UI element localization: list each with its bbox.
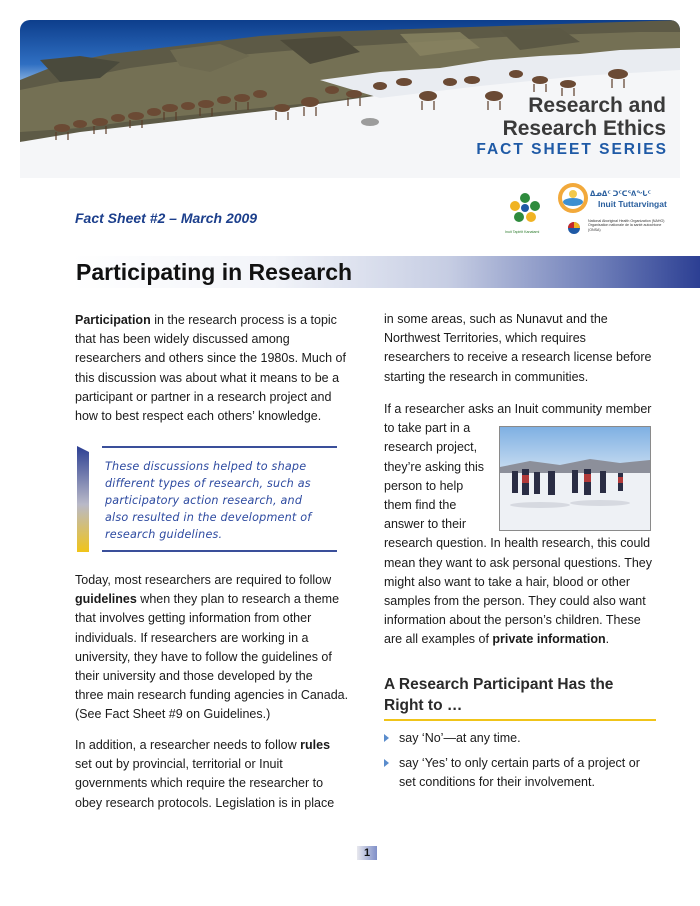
text-line: research question. In health research, this could — [384, 536, 651, 551]
text-line: are all examples of — [384, 632, 493, 647]
text-line: answer to their — [384, 517, 466, 532]
itk-logo — [510, 193, 540, 222]
text-line: their university and those developed by the — [75, 669, 313, 684]
bullet-arrow-icon — [384, 759, 389, 767]
text-punctuation: . — [605, 632, 610, 647]
text-line: them find the — [384, 498, 457, 513]
text-line: If a researcher asks an Inuit community member — [384, 402, 652, 416]
text-line: three main research funding agencies in Canada. — [75, 688, 349, 703]
text-line: (See Fact Sheet #9 on Guidelines.) — [75, 707, 271, 722]
text-line: in some areas, such as Nunavut and the — [384, 312, 608, 326]
list-item — [384, 729, 659, 749]
series-title-line2: Research Ethics — [502, 117, 666, 140]
text-line: obey research protocols. Legislation is in place — [75, 795, 335, 810]
paragraph-participation — [75, 311, 365, 426]
text-line: set conditions for their involvement. — [399, 775, 595, 789]
bullet-text — [399, 754, 659, 792]
bullet-text: say ‘No’—at any time. — [399, 731, 521, 745]
pull-quote-rule-bottom — [102, 550, 337, 552]
text-line: researchers to receive a research license before — [384, 350, 652, 365]
text-line: governments which require the researcher to — [75, 776, 324, 791]
term-participation: Participation — [75, 313, 151, 327]
text-line: this discussion was about what it means to be a — [75, 370, 340, 385]
term-private-information: private information — [492, 632, 606, 647]
text-line: say ‘Yes’ to only certain parts of a project or — [399, 756, 640, 770]
text-line: person to help — [384, 478, 464, 493]
text-line: In addition, a researcher needs to follow — [75, 738, 301, 752]
pull-quote-text — [105, 458, 335, 543]
page-title-bar — [72, 256, 700, 288]
pull-quote-accent — [77, 446, 89, 552]
series-title-line1: Research and — [528, 94, 666, 117]
pull-quote-rule-top — [102, 446, 337, 448]
term-guidelines: guidelines — [75, 592, 137, 607]
pull-quote — [77, 446, 337, 552]
text-line: research project, — [384, 440, 478, 455]
quote-line: different types of research, such as — [105, 477, 311, 490]
logo-itk-text: Inuit Tapiriit Kanatami — [505, 230, 540, 234]
page-number: 1 — [357, 846, 377, 860]
paragraph-license — [384, 310, 674, 387]
logo-naho-text: National Aboriginal Health Organization (NAHO) Organisation nationale de la santé autochtone (ONSA) — [588, 219, 665, 232]
text-line: individuals. If researchers are working in a — [75, 630, 309, 645]
heading-line: A Research Participant Has the — [384, 676, 614, 693]
logo-syllabics: ᐃᓄᐃᑦ ᑐᑦᑕᕐᕕᖓᑦ — [590, 191, 651, 198]
text-line: in the research process is a topic — [150, 313, 337, 327]
term-rules: rules — [300, 738, 331, 752]
text-line: might also want to take a hair, blood or other — [384, 574, 630, 589]
naho-logo — [568, 222, 580, 234]
quote-line: participatory action research, and — [105, 494, 303, 507]
text-line: to take part in a — [384, 421, 471, 436]
list-item — [384, 754, 659, 794]
text-line: mean they want to ask personal questions. They — [384, 555, 652, 570]
text-line: participant or partner in a research project and — [75, 389, 332, 404]
text-line: information about the person’s children. These — [384, 613, 641, 628]
bullet-arrow-icon — [384, 734, 389, 742]
text-line: researchers and others since the 1980s. Much of — [75, 351, 346, 366]
quote-line: research guidelines. — [105, 528, 223, 541]
heading-line: Right to … — [384, 697, 463, 714]
text-line: set out by provincial, territorial or Inuit — [75, 757, 283, 772]
text-line: Northwest Territories, which requires — [384, 331, 586, 346]
text-line: university, they have to follow the guidelines of — [75, 649, 332, 664]
text-line: starting the research in communities. — [384, 369, 589, 384]
quote-line: also resulted in the development of — [105, 511, 312, 524]
rights-heading-underline — [384, 719, 656, 721]
text-line: they’re asking this — [384, 459, 485, 474]
paragraph-guidelines — [75, 571, 365, 725]
fact-sheet-number: Fact Sheet #2 – March 2009 — [75, 210, 258, 226]
series-title — [503, 94, 666, 140]
header-banner — [20, 20, 680, 178]
snowmobile-group-photo — [499, 426, 651, 531]
text-line: Today, most researchers are required to follow — [75, 573, 332, 587]
text-line: that has been widely discussed among — [75, 332, 290, 347]
page-title: Participating in Research — [76, 259, 353, 285]
photo-people-on-snow — [500, 427, 650, 530]
series-subtitle: FACT SHEET SERIES — [476, 141, 668, 158]
logo-org-name: Inuit Tuttarvingat — [598, 199, 667, 209]
paragraph-rules — [75, 736, 365, 813]
text-line: that involves getting information from other — [75, 611, 312, 626]
rights-heading — [384, 674, 656, 716]
inuit-tuttarvingat-logo — [558, 183, 588, 213]
quote-line: These discussions helped to shape — [105, 460, 307, 473]
text-line: how to best respect each others’ knowledge. — [75, 409, 322, 424]
text-line: when they plan to research a theme — [136, 592, 340, 607]
text-line: samples from the person. They could also want — [384, 594, 646, 609]
